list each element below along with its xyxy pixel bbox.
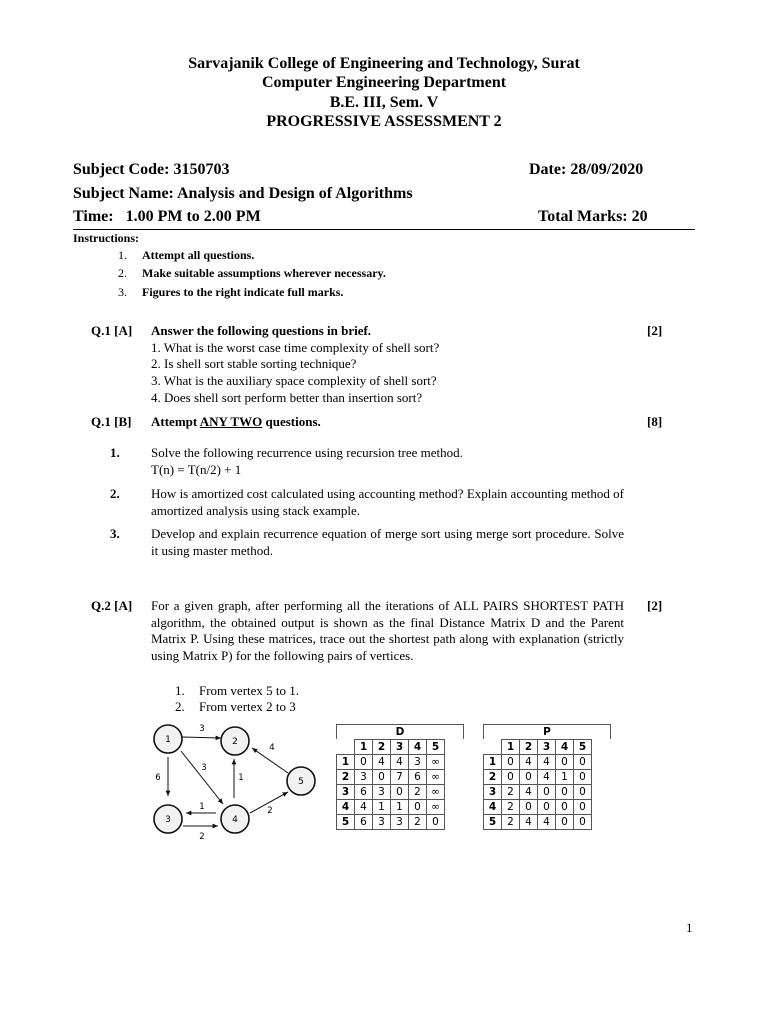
table-cell: 4 — [538, 815, 556, 830]
exam-title: PROGRESSIVE ASSESSMENT 2 — [266, 113, 502, 130]
instructions-title: Instructions: — [73, 231, 140, 245]
vertex-label: 4 — [232, 815, 238, 825]
row-header: 5 — [337, 815, 355, 830]
edge-weight: 2 — [199, 832, 205, 842]
column-header: 1 — [355, 740, 373, 755]
column-header: 1 — [502, 740, 520, 755]
sub-question: 1. What is the worst case time complexity of shell sort? — [151, 340, 440, 355]
sub-question: From vertex 5 to 1. — [199, 683, 300, 698]
table-cell: 4 — [538, 770, 556, 785]
sub-question: Develop and explain recurrence equation of merge sort using merge sort procedure. Solve it using master method. — [151, 526, 624, 558]
question-label: Q.1 [A] — [91, 323, 133, 338]
column-header: 2 — [373, 740, 391, 755]
edge-weight: 4 — [269, 743, 275, 753]
table-cell: 4 — [520, 815, 538, 830]
instruction-num: 3. — [118, 285, 127, 299]
table-cell: ∞ — [427, 755, 445, 770]
table-cell: 1 — [373, 800, 391, 815]
table-cell: 6 — [355, 815, 373, 830]
table-row — [484, 785, 592, 800]
edge-weight: 1 — [199, 802, 205, 812]
table-cell: 0 — [538, 800, 556, 815]
edge-weight: 1 — [238, 773, 244, 783]
table-cell: 2 — [502, 815, 520, 830]
department-name: Computer Engineering Department — [261, 74, 507, 91]
edge-weight: 6 — [155, 773, 161, 783]
sub-question: How is amortized cost calculated using accounting method? Explain accounting method of amortized analysis using stack example. — [151, 486, 624, 518]
table-cell: 3 — [373, 815, 391, 830]
table-corner — [484, 740, 502, 755]
table-row — [484, 815, 592, 830]
table-cell: 2 — [502, 800, 520, 815]
vertex-label: 2 — [232, 737, 238, 747]
table-cell: 0 — [574, 770, 592, 785]
sub-question: 2. Is shell sort stable sorting technique? — [151, 356, 357, 371]
question-label: Q.2 [A] — [91, 598, 133, 613]
sub-question-num: 2. — [175, 699, 185, 714]
table-row — [484, 755, 592, 770]
sub-question: From vertex 2 to 3 — [199, 699, 296, 714]
header-divider — [73, 229, 695, 230]
sub-question-num: 1. — [110, 445, 120, 460]
column-header: 4 — [409, 740, 427, 755]
weighted-directed-graph — [140, 715, 325, 845]
table-cell: 0 — [574, 755, 592, 770]
question-text: For a given graph, after performing all the iterations of ALL PAIRS SHORTEST PATH algorithm, the obtained output is shown as the final Distance Matrix D and the Parent Matrix P. Using these matrices, trace out the shortest path along with explanation (strictly using Matrix P) for the following pairs of vertices. — [151, 598, 624, 663]
table-cell: 0 — [556, 785, 574, 800]
table-cell: 2 — [409, 785, 427, 800]
question-marks: [8] — [647, 414, 663, 429]
distance-matrix — [336, 724, 464, 830]
table-cell: 4 — [391, 755, 409, 770]
instruction-num: 1. — [118, 248, 127, 262]
recurrence-equation: T(n) = T(n/2) + 1 — [151, 462, 242, 477]
table-corner — [337, 740, 355, 755]
table-cell: 4 — [520, 785, 538, 800]
row-header: 1 — [484, 755, 502, 770]
table-cell: 3 — [409, 755, 427, 770]
distance-matrix-table — [336, 739, 445, 830]
table-row — [484, 800, 592, 815]
column-header: 5 — [427, 740, 445, 755]
table-cell: 0 — [520, 770, 538, 785]
table-cell: 0 — [409, 800, 427, 815]
sub-question: 4. Does shell sort perform better than insertion sort? — [151, 390, 423, 405]
table-row — [337, 800, 445, 815]
row-header: 3 — [337, 785, 355, 800]
table-cell: 4 — [520, 755, 538, 770]
table-cell: 0 — [556, 815, 574, 830]
table-row — [484, 770, 592, 785]
table-cell: 3 — [373, 785, 391, 800]
column-header: 4 — [556, 740, 574, 755]
table-cell: 3 — [355, 770, 373, 785]
edge-1-2 — [182, 737, 221, 738]
edge-weight: 2 — [267, 806, 273, 816]
table-row — [337, 755, 445, 770]
column-header: 3 — [391, 740, 409, 755]
table-cell: 0 — [355, 755, 373, 770]
column-header: 5 — [574, 740, 592, 755]
table-cell: 2 — [502, 785, 520, 800]
matrix-title: D — [336, 724, 464, 739]
table-cell: 0 — [427, 815, 445, 830]
table-cell: 0 — [391, 785, 409, 800]
table-cell: 0 — [574, 815, 592, 830]
question-title: Attempt ANY TWO questions. — [151, 414, 321, 429]
table-header-row — [337, 740, 445, 755]
sub-question-num: 3. — [110, 526, 120, 541]
sub-question: 3. What is the auxiliary space complexity of shell sort? — [151, 373, 437, 388]
sub-question: Solve the following recurrence using recursion tree method. — [151, 445, 463, 460]
table-cell: 0 — [574, 800, 592, 815]
table-cell: 0 — [520, 800, 538, 815]
table-cell: 0 — [556, 800, 574, 815]
row-header: 1 — [337, 755, 355, 770]
subject-name: Subject Name: Analysis and Design of Algorithms — [73, 185, 413, 202]
edge-weight: 3 — [199, 724, 205, 734]
row-header: 5 — [484, 815, 502, 830]
table-cell: 1 — [556, 770, 574, 785]
table-cell: 0 — [373, 770, 391, 785]
row-header: 4 — [484, 800, 502, 815]
page-number: 1 — [686, 920, 693, 935]
sub-question-num: 1. — [175, 683, 185, 698]
college-name: Sarvajanik College of Engineering and Technology, Surat — [188, 55, 580, 72]
table-cell: 0 — [538, 785, 556, 800]
table-row — [337, 785, 445, 800]
instruction-item: Make suitable assumptions wherever necessary. — [142, 266, 386, 280]
instruction-num: 2. — [118, 266, 127, 280]
table-cell: 0 — [574, 785, 592, 800]
instruction-item: Figures to the right indicate full marks. — [142, 285, 344, 299]
exam-time: Time: 1.00 PM to 2.00 PM — [73, 208, 261, 225]
table-cell: ∞ — [427, 800, 445, 815]
parent-matrix — [483, 724, 611, 830]
vertex-label: 5 — [298, 777, 304, 787]
vertex-label: 1 — [165, 735, 171, 745]
column-header: 2 — [520, 740, 538, 755]
question-marks: [2] — [647, 323, 663, 338]
question-title: Answer the following questions in brief. — [151, 323, 372, 338]
table-cell: 0 — [502, 755, 520, 770]
table-cell: 1 — [391, 800, 409, 815]
column-header: 3 — [538, 740, 556, 755]
question-marks: [2] — [647, 598, 663, 613]
table-header-row — [484, 740, 592, 755]
edge-1-4 — [181, 751, 223, 804]
vertex-label: 3 — [165, 815, 171, 825]
row-header: 4 — [337, 800, 355, 815]
exam-date: Date: 28/09/2020 — [529, 161, 644, 178]
instruction-item: Attempt all questions. — [142, 248, 255, 262]
table-cell: 0 — [556, 755, 574, 770]
total-marks: Total Marks: 20 — [538, 208, 648, 225]
matrix-title: P — [483, 724, 611, 739]
subject-code: Subject Code: 3150703 — [73, 161, 230, 178]
table-row — [337, 815, 445, 830]
program-semester: B.E. III, Sem. V — [329, 94, 439, 111]
table-cell: 4 — [373, 755, 391, 770]
table-cell: 2 — [409, 815, 427, 830]
table-cell: 4 — [355, 800, 373, 815]
table-cell: ∞ — [427, 770, 445, 785]
sub-question-num: 2. — [110, 486, 120, 501]
row-header: 3 — [484, 785, 502, 800]
table-row — [337, 770, 445, 785]
table-cell: ∞ — [427, 785, 445, 800]
table-cell: 6 — [409, 770, 427, 785]
edge-weight: 3 — [201, 763, 207, 773]
table-cell: 4 — [538, 755, 556, 770]
row-header: 2 — [484, 770, 502, 785]
table-cell: 7 — [391, 770, 409, 785]
parent-matrix-table — [483, 739, 592, 830]
table-cell: 0 — [502, 770, 520, 785]
table-cell: 6 — [355, 785, 373, 800]
table-cell: 3 — [391, 815, 409, 830]
row-header: 2 — [337, 770, 355, 785]
question-label: Q.1 [B] — [91, 414, 132, 429]
